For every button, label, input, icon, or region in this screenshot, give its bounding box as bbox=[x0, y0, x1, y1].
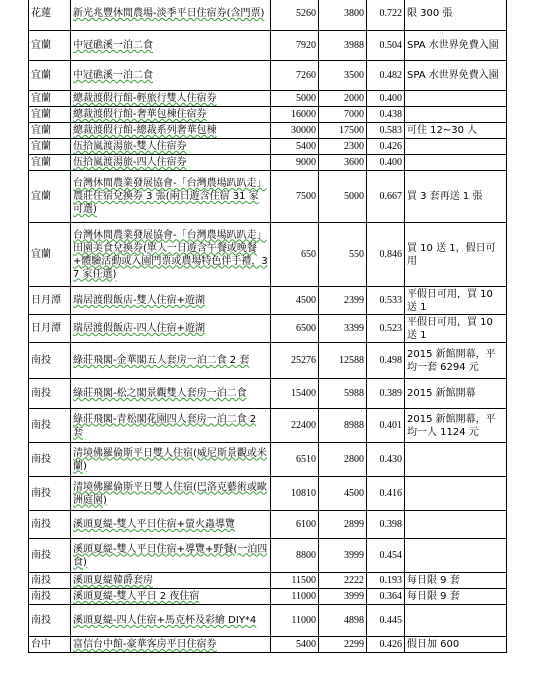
original-price-cell: 6100 bbox=[271, 511, 319, 539]
table-row bbox=[29, 477, 507, 511]
table-row bbox=[29, 91, 507, 107]
table-row bbox=[29, 315, 507, 343]
name-cell: 台灣休閒農業發展協會-「台灣農場趴趴走」田園美食兌換券(單人一日遊含午餐或晚餐+體驗活動或入園門票或農場特色伴手禮，37 家任選) bbox=[71, 223, 271, 287]
original-price-cell: 7920 bbox=[271, 31, 319, 61]
deal-price-cell: 2800 bbox=[319, 443, 367, 477]
discount-cell: 0.482 bbox=[367, 61, 405, 91]
deal-price-cell: 550 bbox=[319, 223, 367, 287]
note-cell: 平假日可用，買 10 送 1 bbox=[405, 287, 507, 315]
deal-price-cell: 5000 bbox=[319, 171, 367, 223]
region-cell: 台中 bbox=[29, 637, 71, 653]
table-row bbox=[29, 0, 507, 31]
note-cell bbox=[405, 477, 507, 511]
deal-price-cell: 3800 bbox=[319, 0, 367, 31]
deal-price-cell: 3500 bbox=[319, 61, 367, 91]
region-cell: 日月潭 bbox=[29, 287, 71, 315]
discount-cell: 0.846 bbox=[367, 223, 405, 287]
region-cell: 南投 bbox=[29, 573, 71, 589]
region-cell: 南投 bbox=[29, 605, 71, 637]
discount-cell: 0.426 bbox=[367, 637, 405, 653]
original-price-cell: 10810 bbox=[271, 477, 319, 511]
table-row bbox=[29, 605, 507, 637]
discount-cell: 0.667 bbox=[367, 171, 405, 223]
region-cell: 宜蘭 bbox=[29, 91, 71, 107]
region-cell: 花蓮 bbox=[29, 0, 71, 31]
region-cell: 日月潭 bbox=[29, 315, 71, 343]
note-cell bbox=[405, 605, 507, 637]
discount-cell: 0.364 bbox=[367, 589, 405, 605]
table-row bbox=[29, 539, 507, 573]
discount-cell: 0.398 bbox=[367, 511, 405, 539]
discount-cell: 0.533 bbox=[367, 287, 405, 315]
table-row bbox=[29, 31, 507, 61]
name-cell: 台灣休閒農業發展協會-「台灣農場趴趴走」農莊住宿兌換券 3 張(兩日遊含住宿 31 家可選) bbox=[71, 171, 271, 223]
original-price-cell: 7500 bbox=[271, 171, 319, 223]
original-price-cell: 8800 bbox=[271, 539, 319, 573]
original-price-cell: 6500 bbox=[271, 315, 319, 343]
name-cell: 瑞居渡假飯店-雙人住宿+遊湖 bbox=[71, 287, 271, 315]
note-cell: SPA 水世界免費入園 bbox=[405, 31, 507, 61]
region-cell: 宜蘭 bbox=[29, 61, 71, 91]
name-cell: 中冠礁溪一泊二食 bbox=[71, 31, 271, 61]
original-price-cell: 6510 bbox=[271, 443, 319, 477]
table-row bbox=[29, 287, 507, 315]
deal-price-cell: 12588 bbox=[319, 343, 367, 379]
deal-price-cell: 5988 bbox=[319, 379, 367, 409]
region-cell: 宜蘭 bbox=[29, 107, 71, 123]
discount-cell: 0.504 bbox=[367, 31, 405, 61]
name-cell: 瑞居渡假飯店-四人住宿+遊湖 bbox=[71, 315, 271, 343]
name-cell: 富信台中館-豪華客房平日住宿券 bbox=[71, 637, 271, 653]
note-cell bbox=[405, 139, 507, 155]
name-cell: 綠莊飛閣-松之閣景觀雙人套房一泊二食 bbox=[71, 379, 271, 409]
accommodation-deals-table bbox=[28, 0, 507, 653]
region-cell: 南投 bbox=[29, 511, 71, 539]
name-cell: 綠莊飛閣-青松閣花園四人套房一泊二食 2 套 bbox=[71, 409, 271, 443]
discount-cell: 0.430 bbox=[367, 443, 405, 477]
discount-cell: 0.498 bbox=[367, 343, 405, 379]
name-cell: 清境佛羅倫斯平日雙人住宿(巴洛克藝術或歐洲庭園) bbox=[71, 477, 271, 511]
name-cell: 溪頭夏緹-雙人平日住宿+導覽+野餐(一泊四食) bbox=[71, 539, 271, 573]
region-cell: 南投 bbox=[29, 409, 71, 443]
table-row bbox=[29, 343, 507, 379]
region-cell: 宜蘭 bbox=[29, 123, 71, 139]
name-cell: 總裁渡假行館-總裁系列奢華包棟 bbox=[71, 123, 271, 139]
original-price-cell: 5400 bbox=[271, 637, 319, 653]
discount-cell: 0.583 bbox=[367, 123, 405, 139]
note-cell: 限 300 張 bbox=[405, 0, 507, 31]
original-price-cell: 11000 bbox=[271, 589, 319, 605]
note-cell bbox=[405, 511, 507, 539]
table-row bbox=[29, 61, 507, 91]
note-cell: 每日限 9 套 bbox=[405, 589, 507, 605]
deal-price-cell: 2222 bbox=[319, 573, 367, 589]
table-row bbox=[29, 409, 507, 443]
note-cell: 買 3 套再送 1 張 bbox=[405, 171, 507, 223]
region-cell: 宜蘭 bbox=[29, 223, 71, 287]
name-cell: 溪頭夏緹韓爵套房 bbox=[71, 573, 271, 589]
deal-price-cell: 3988 bbox=[319, 31, 367, 61]
original-price-cell: 15400 bbox=[271, 379, 319, 409]
note-cell bbox=[405, 91, 507, 107]
note-cell: 2015 新館開幕 bbox=[405, 379, 507, 409]
name-cell: 伍拾嵐渡湯旅-四人住宿券 bbox=[71, 155, 271, 171]
discount-cell: 0.400 bbox=[367, 91, 405, 107]
table-row bbox=[29, 155, 507, 171]
deal-price-cell: 3600 bbox=[319, 155, 367, 171]
table-row bbox=[29, 139, 507, 155]
note-cell: 買 10 送 1，假日可用 bbox=[405, 223, 507, 287]
table-row bbox=[29, 107, 507, 123]
deal-price-cell: 2000 bbox=[319, 91, 367, 107]
deal-price-cell: 3999 bbox=[319, 589, 367, 605]
name-cell: 溪頭夏緹-四人住宿+馬克杯及彩繪 DIY*4 bbox=[71, 605, 271, 637]
note-cell bbox=[405, 539, 507, 573]
discount-cell: 0.400 bbox=[367, 155, 405, 171]
original-price-cell: 5260 bbox=[271, 0, 319, 31]
region-cell: 南投 bbox=[29, 539, 71, 573]
name-cell: 溪頭夏緹-雙人平日 2 夜住宿 bbox=[71, 589, 271, 605]
discount-cell: 0.416 bbox=[367, 477, 405, 511]
note-cell bbox=[405, 443, 507, 477]
discount-cell: 0.445 bbox=[367, 605, 405, 637]
original-price-cell: 5000 bbox=[271, 91, 319, 107]
table-row bbox=[29, 637, 507, 653]
region-cell: 南投 bbox=[29, 477, 71, 511]
table-row bbox=[29, 511, 507, 539]
name-cell: 溪頭夏緹-雙人平日住宿+螢火蟲導覽 bbox=[71, 511, 271, 539]
discount-cell: 0.438 bbox=[367, 107, 405, 123]
original-price-cell: 7260 bbox=[271, 61, 319, 91]
deal-price-cell: 2300 bbox=[319, 139, 367, 155]
deal-price-cell: 17500 bbox=[319, 123, 367, 139]
deal-price-cell: 7000 bbox=[319, 107, 367, 123]
original-price-cell: 22400 bbox=[271, 409, 319, 443]
table-row bbox=[29, 171, 507, 223]
deal-price-cell: 4898 bbox=[319, 605, 367, 637]
region-cell: 宜蘭 bbox=[29, 139, 71, 155]
table-row bbox=[29, 443, 507, 477]
region-cell: 宜蘭 bbox=[29, 171, 71, 223]
deal-price-cell: 2399 bbox=[319, 287, 367, 315]
region-cell: 南投 bbox=[29, 343, 71, 379]
original-price-cell: 30000 bbox=[271, 123, 319, 139]
discount-cell: 0.722 bbox=[367, 0, 405, 31]
note-cell: 2015 新館開幕，平均一人 1124 元 bbox=[405, 409, 507, 443]
discount-cell: 0.389 bbox=[367, 379, 405, 409]
name-cell: 清境佛羅倫斯平日雙人住宿(威尼斯景觀或米蘭) bbox=[71, 443, 271, 477]
table-row bbox=[29, 573, 507, 589]
discount-cell: 0.193 bbox=[367, 573, 405, 589]
original-price-cell: 11500 bbox=[271, 573, 319, 589]
region-cell: 宜蘭 bbox=[29, 31, 71, 61]
deal-price-cell: 4500 bbox=[319, 477, 367, 511]
original-price-cell: 16000 bbox=[271, 107, 319, 123]
name-cell: 綠莊飛閣-金華閣五人套房一泊二食 2 套 bbox=[71, 343, 271, 379]
deal-price-cell: 2299 bbox=[319, 637, 367, 653]
deal-price-cell: 8988 bbox=[319, 409, 367, 443]
name-cell: 伍拾嵐渡湯旅-雙人住宿券 bbox=[71, 139, 271, 155]
region-cell: 南投 bbox=[29, 443, 71, 477]
name-cell: 中冠礁溪一泊二食 bbox=[71, 61, 271, 91]
note-cell bbox=[405, 107, 507, 123]
discount-cell: 0.523 bbox=[367, 315, 405, 343]
note-cell: 2015 新館開幕，平均一套 6294 元 bbox=[405, 343, 507, 379]
original-price-cell: 25276 bbox=[271, 343, 319, 379]
original-price-cell: 5400 bbox=[271, 139, 319, 155]
deal-price-cell: 2899 bbox=[319, 511, 367, 539]
original-price-cell: 4500 bbox=[271, 287, 319, 315]
discount-cell: 0.454 bbox=[367, 539, 405, 573]
original-price-cell: 650 bbox=[271, 223, 319, 287]
table-row bbox=[29, 379, 507, 409]
name-cell: 總裁渡假行館-輕旅行雙人住宿券 bbox=[71, 91, 271, 107]
table-body bbox=[29, 0, 507, 653]
discount-cell: 0.426 bbox=[367, 139, 405, 155]
original-price-cell: 9000 bbox=[271, 155, 319, 171]
name-cell: 總裁渡假行館-奢華包棟住宿券 bbox=[71, 107, 271, 123]
region-cell: 南投 bbox=[29, 589, 71, 605]
deal-price-cell: 3999 bbox=[319, 539, 367, 573]
original-price-cell: 11000 bbox=[271, 605, 319, 637]
note-cell: 每日限 9 套 bbox=[405, 573, 507, 589]
discount-cell: 0.401 bbox=[367, 409, 405, 443]
name-cell: 新光兆豐休閒農場-淡季平日住宿券(含門票) bbox=[71, 0, 271, 31]
table-row bbox=[29, 223, 507, 287]
deal-price-cell: 3399 bbox=[319, 315, 367, 343]
note-cell: SPA 水世界免費入園 bbox=[405, 61, 507, 91]
region-cell: 南投 bbox=[29, 379, 71, 409]
table-row bbox=[29, 123, 507, 139]
note-cell: 可住 12~30 人 bbox=[405, 123, 507, 139]
region-cell: 宜蘭 bbox=[29, 155, 71, 171]
note-cell: 假日加 600 bbox=[405, 637, 507, 653]
table-row bbox=[29, 589, 507, 605]
note-cell: 平假日可用，買 10 送 1 bbox=[405, 315, 507, 343]
note-cell bbox=[405, 155, 507, 171]
